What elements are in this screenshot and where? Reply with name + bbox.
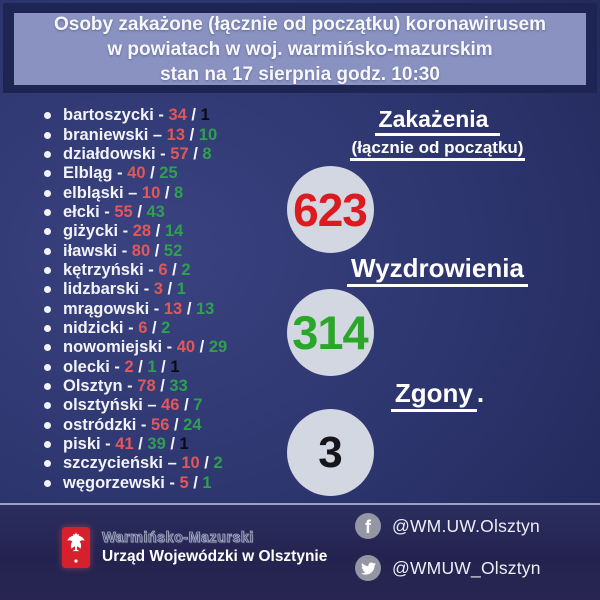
value-separator: / <box>156 357 171 376</box>
infections-value: 623 <box>293 183 367 236</box>
twitter-row <box>355 555 541 581</box>
value-separator: / <box>133 435 148 454</box>
county-row <box>44 183 227 202</box>
bullet-icon <box>44 460 51 467</box>
org-text <box>102 530 327 566</box>
county-name: iławski - <box>63 241 132 260</box>
county-list <box>44 106 227 493</box>
county-row <box>44 319 227 338</box>
county-value: 55 <box>114 202 133 221</box>
county-name: nowomiejski - <box>63 338 177 357</box>
county-name: szczycieński – <box>63 454 182 473</box>
county-value: 10 <box>198 125 218 144</box>
bullet-icon <box>44 286 51 293</box>
county-name: Elbląg - <box>63 164 128 183</box>
value-separator: / <box>150 241 164 260</box>
county-row <box>44 474 227 493</box>
county-value: 13 <box>166 125 185 144</box>
bullet-icon <box>44 132 51 139</box>
bullet-icon <box>44 209 51 216</box>
recoveries-value: 314 <box>292 306 368 359</box>
facebook-handle: @WM.UW.Olsztyn <box>392 515 540 536</box>
bullet-icon <box>44 306 51 313</box>
value-separator: / <box>179 396 194 415</box>
value-separator: / <box>162 280 177 299</box>
county-name: kętrzyński - <box>63 260 159 279</box>
county-value: 1 <box>176 280 186 299</box>
value-separator: / <box>182 299 196 318</box>
value-separator: / <box>145 164 160 183</box>
county-value: 46 <box>161 396 180 415</box>
county-row <box>44 261 227 280</box>
county-value: 8 <box>174 183 184 202</box>
value-separator: / <box>147 318 162 337</box>
county-name: ostródzki - <box>63 415 152 434</box>
county-value: 5 <box>179 473 189 492</box>
social-block <box>355 513 541 597</box>
bullet-icon <box>44 344 51 351</box>
county-value: 6 <box>138 318 148 337</box>
value-separator: / <box>169 415 184 434</box>
bullet-icon <box>44 190 51 197</box>
county-row <box>44 396 227 415</box>
county-name: olsztyński – <box>63 396 162 415</box>
county-value: 1 <box>170 357 180 376</box>
county-value: 33 <box>169 376 188 395</box>
org-block <box>62 527 327 568</box>
county-row <box>44 338 227 357</box>
bullet-icon <box>44 402 51 409</box>
county-row <box>44 416 227 435</box>
value-separator: / <box>133 357 148 376</box>
coat-of-arms-eagle-icon <box>62 527 90 568</box>
county-value: 24 <box>183 415 202 434</box>
value-separator: / <box>160 183 175 202</box>
county-name: Olsztyn - <box>63 376 138 395</box>
county-value: 57 <box>170 144 189 163</box>
recoveries-title <box>330 253 545 284</box>
deaths-title-period: . <box>476 378 485 408</box>
bullet-icon <box>44 441 51 448</box>
county-value: 34 <box>168 106 187 125</box>
header-line-2: w powiatach w woj. warmińsko-mazurskim <box>107 38 493 60</box>
county-row <box>44 454 227 473</box>
deaths-title-text: Zgony <box>391 378 477 412</box>
county-name: ełcki - <box>63 202 115 221</box>
county-value: 28 <box>132 222 152 241</box>
county-value: 2 <box>181 260 191 279</box>
county-row <box>44 145 227 164</box>
county-value: 40 <box>176 338 196 357</box>
county-value: 10 <box>141 183 161 202</box>
value-separator: / <box>165 435 180 454</box>
facebook-icon: f <box>355 513 381 539</box>
county-value: 56 <box>151 415 170 434</box>
value-separator: / <box>185 125 199 144</box>
county-name: braniewski – <box>63 125 167 144</box>
county-value: 2 <box>161 318 171 337</box>
infections-subtitle <box>330 138 545 158</box>
county-value: 7 <box>193 396 203 415</box>
county-row <box>44 125 227 144</box>
county-value: 2 <box>124 357 134 376</box>
county-row <box>44 280 227 299</box>
value-separator: / <box>199 454 214 473</box>
value-separator: / <box>188 144 203 163</box>
county-value: 29 <box>208 338 228 357</box>
value-separator: / <box>132 202 147 221</box>
county-value: 1 <box>179 435 189 454</box>
infections-subtitle-text: (łącznie od początku) <box>350 138 526 161</box>
county-value: 78 <box>137 376 156 395</box>
bullet-icon <box>44 422 51 429</box>
value-separator: / <box>195 338 209 357</box>
twitter-icon <box>355 555 381 581</box>
deaths-circle <box>287 409 374 496</box>
bullet-icon <box>44 480 51 487</box>
value-separator: / <box>151 222 165 241</box>
county-value: 25 <box>159 164 178 183</box>
county-value: 1 <box>200 106 210 125</box>
bullet-icon <box>44 267 51 274</box>
county-name: bartoszycki - <box>63 106 169 125</box>
county-value: 10 <box>181 454 200 473</box>
county-row <box>44 435 227 454</box>
recoveries-circle <box>287 289 374 376</box>
county-name: olecki - <box>63 357 125 376</box>
county-value: 1 <box>202 473 212 492</box>
value-separator: / <box>188 473 203 492</box>
county-row <box>44 106 227 125</box>
bullet-icon <box>44 151 51 158</box>
deaths-title <box>330 378 545 409</box>
value-separator: / <box>186 106 201 125</box>
value-separator: / <box>167 260 182 279</box>
county-value: 3 <box>153 280 163 299</box>
header-line-1: Osoby zakażone (łącznie od początku) koronawirusem <box>53 13 546 35</box>
deaths-value: 3 <box>318 427 342 477</box>
org-name-line1: Warmińsko-Mazurski <box>102 529 254 546</box>
county-row <box>44 203 227 222</box>
county-value: 8 <box>202 144 212 163</box>
bullet-icon <box>44 112 51 119</box>
infections-title-text: Zakażenia <box>375 106 501 136</box>
footer <box>0 505 600 600</box>
county-row <box>44 357 227 376</box>
infections-circle <box>287 166 374 253</box>
header-line-3: stan na 17 sierpnia godz. 10:30 <box>160 63 440 85</box>
twitter-handle: @WMUW_Olsztyn <box>392 557 541 578</box>
county-name: mrągowski - <box>63 299 164 318</box>
bullet-icon <box>44 170 51 177</box>
bullet-icon <box>44 325 51 332</box>
bullet-icon <box>44 248 51 255</box>
bullet-icon <box>44 228 51 235</box>
facebook-row <box>355 513 541 539</box>
county-value: 43 <box>146 202 165 221</box>
county-name: piski - <box>63 435 116 454</box>
county-value: 6 <box>158 260 168 279</box>
county-name: działdowski - <box>63 144 171 163</box>
county-row <box>44 299 227 318</box>
recoveries-title-text: Wyzdrowienia <box>347 253 528 287</box>
county-value: 1 <box>147 357 157 376</box>
county-value: 41 <box>115 435 134 454</box>
county-row <box>44 241 227 260</box>
county-name: giżycki - <box>63 222 133 241</box>
county-value: 13 <box>163 299 183 318</box>
bullet-icon <box>44 364 51 371</box>
county-row <box>44 377 227 396</box>
infections-title <box>330 106 545 133</box>
county-name: nidzicki - <box>63 318 139 337</box>
county-value: 2 <box>213 454 223 473</box>
county-name: lidzbarski - <box>63 280 154 299</box>
bullet-icon <box>44 383 51 390</box>
county-value: 52 <box>163 241 183 260</box>
county-row <box>44 164 227 183</box>
county-value: 13 <box>196 299 215 318</box>
county-value: 14 <box>164 222 184 241</box>
county-name: elbląski – <box>63 183 142 202</box>
value-separator: / <box>155 376 170 395</box>
county-value: 40 <box>127 164 146 183</box>
county-name: węgorzewski - <box>63 473 180 492</box>
org-name-line2: Urząd Wojewódzki w Olsztynie <box>102 547 328 565</box>
county-value: 39 <box>147 435 166 454</box>
county-value: 80 <box>131 241 151 260</box>
county-row <box>44 222 227 241</box>
